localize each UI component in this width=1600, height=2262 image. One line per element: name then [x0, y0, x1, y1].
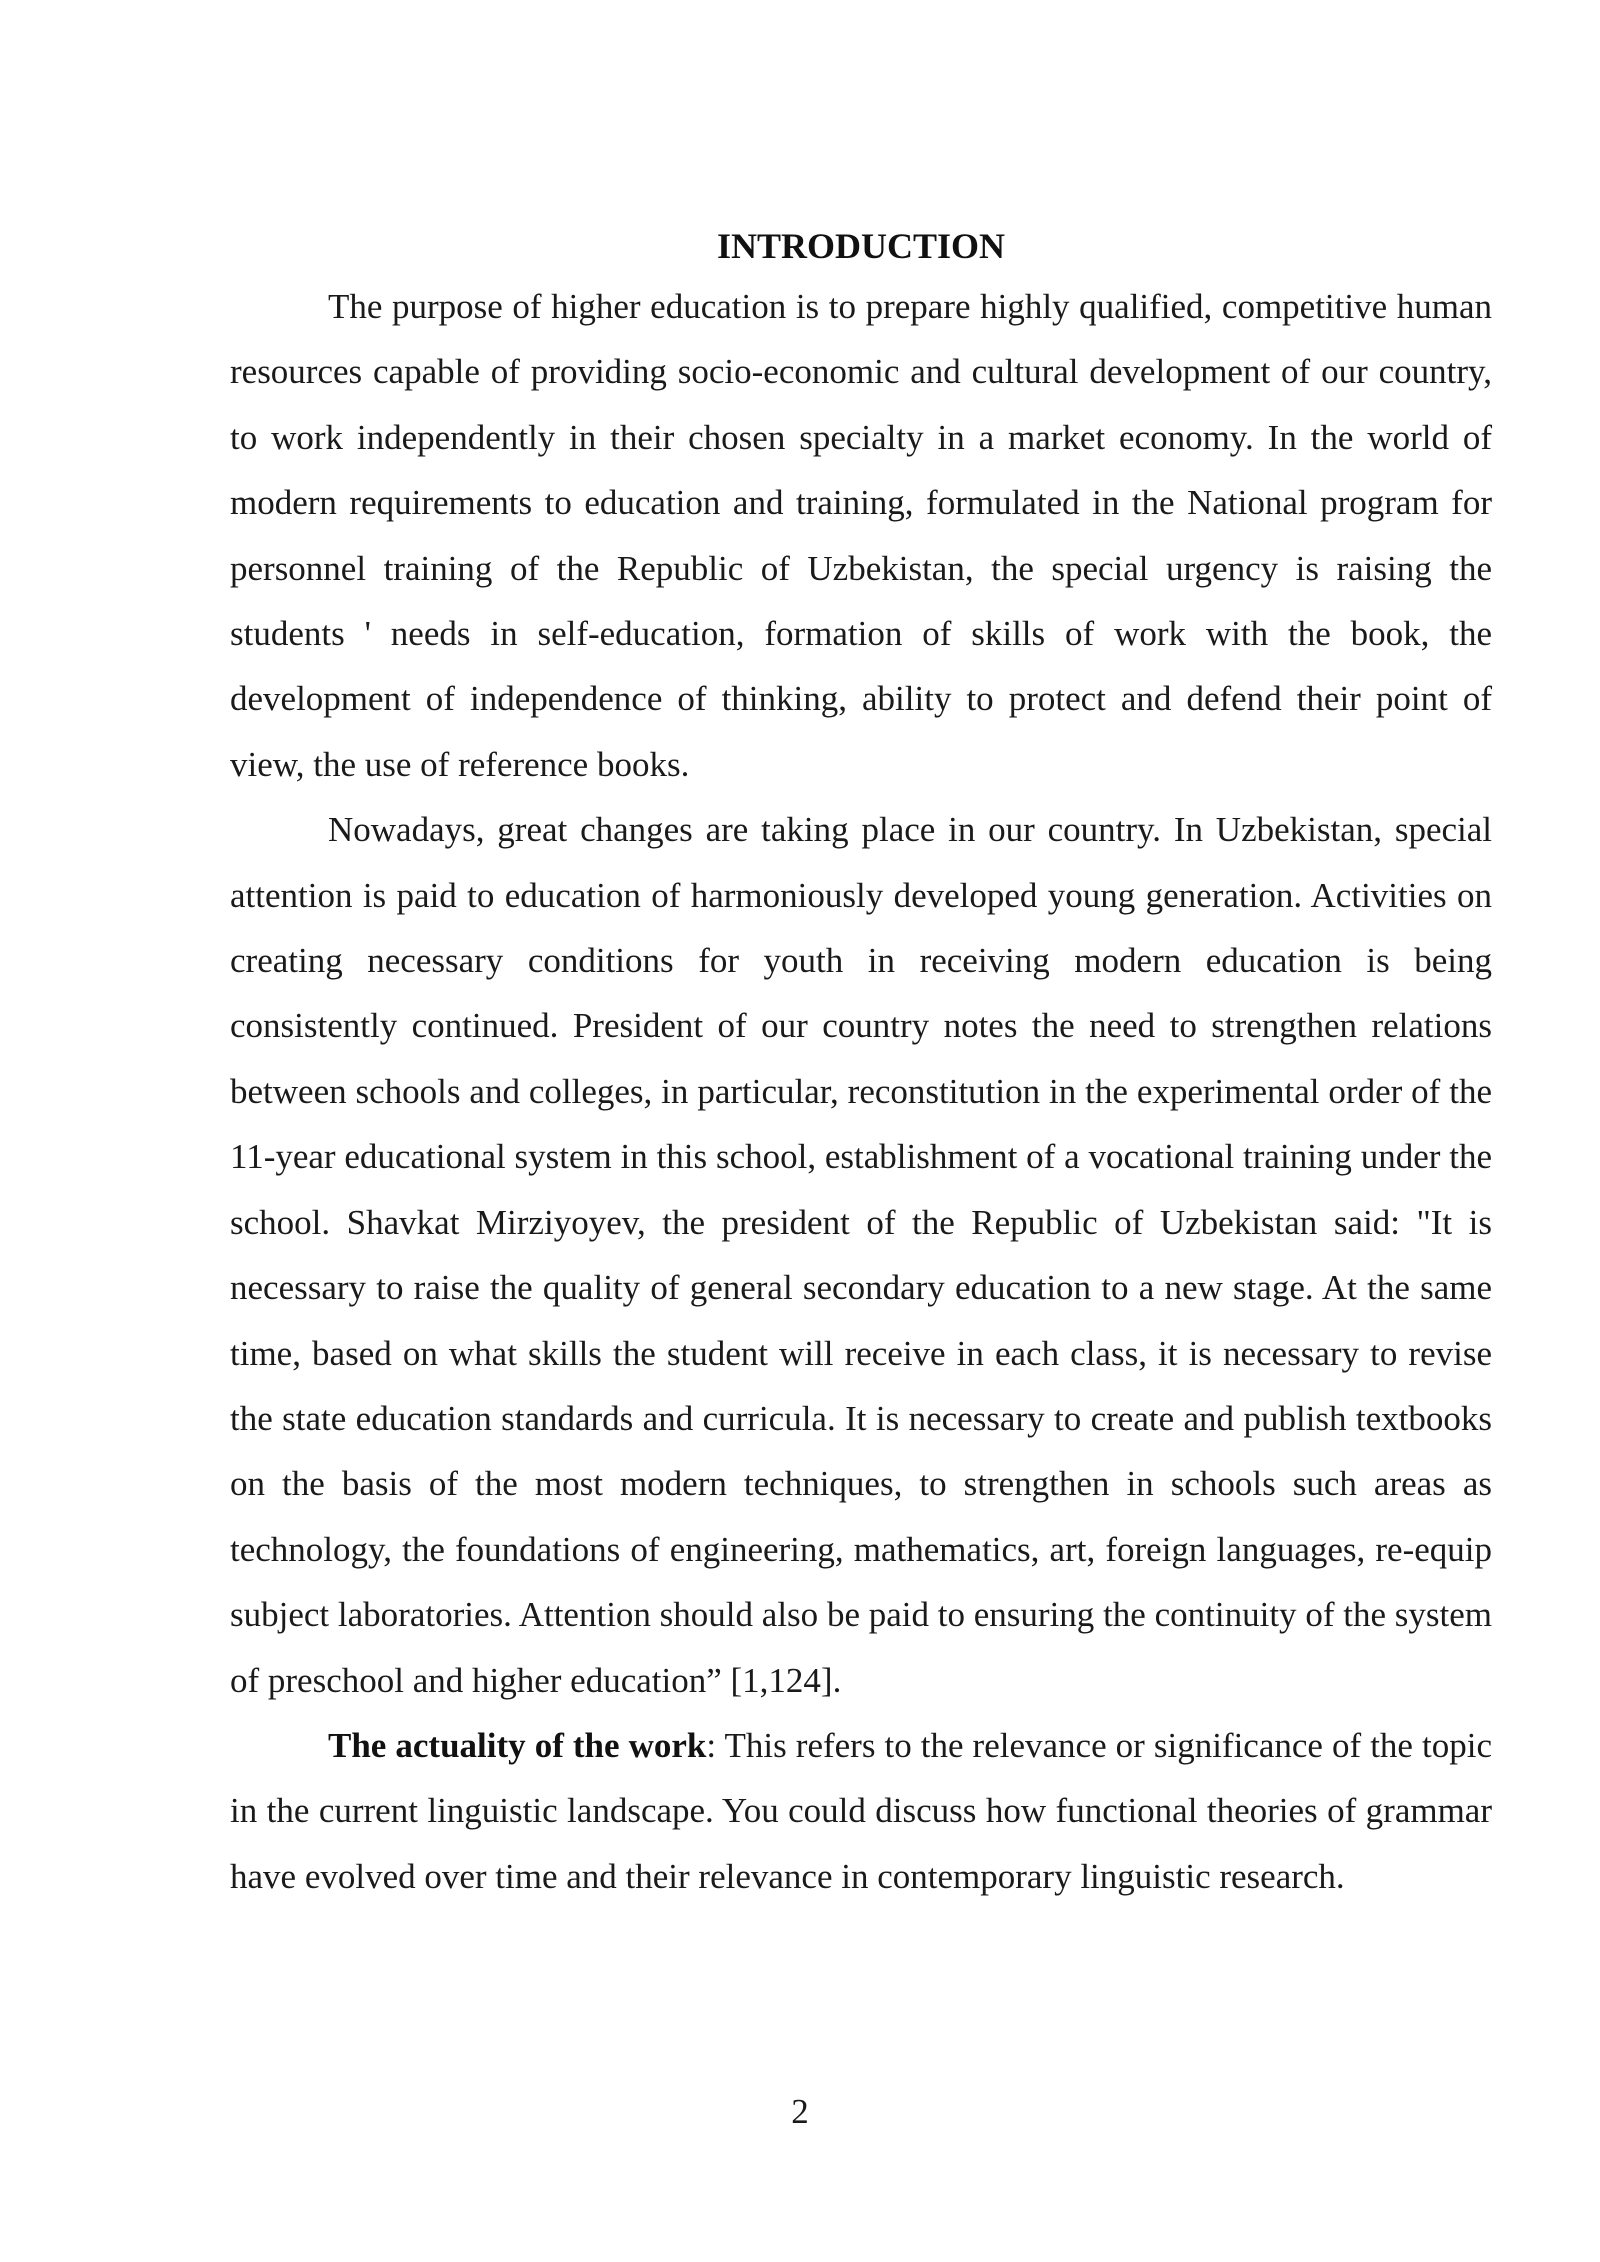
page-content — [230, 218, 1492, 1909]
paragraph-purpose-of-higher-education: The purpose of higher education is to prepare highly qualified, competitive human resources capable of providing socio-economic and cultural development of our country, to work independently in their chosen specialty in a market economy. In the world of modern requirements to education and training, formulated in the National program for personnel training of the Republic of Uzbekistan, the special urgency is raising the students ' needs in self-education, formation of skills of work with the book, the development of independence of thinking, ability to protect and defend their point of view, the use of reference books. — [230, 287, 1492, 784]
actuality-lead-label: The actuality of the work — [328, 1725, 707, 1765]
page-title: INTRODUCTION — [716, 226, 1006, 266]
page-number: 2 — [791, 2092, 809, 2131]
paragraph-changes-in-uzbekistan: Nowadays, great changes are taking place in our country. In Uzbekistan, special attention is paid to education of harmoniously developed young generation. Activities on creating necessary conditions for youth in receiving modern education is being consistently continued. President of our country notes the need to strengthen relations between schools and colleges, in particular, reconstitution in the experimental order of the 11-year educational system in this school, establishment of a vocational training under the school. Shavkat Mirziyoyev, the president of the Republic of Uzbekistan said: "It is necessary to raise the quality of general secondary education to a new stage. At the same time, based on what skills the student will receive in each class, it is necessary to revise the state education standards and curricula. It is necessary to create and publish textbooks on the basis of the most modern techniques, to strengthen in schools such areas as technology, the foundations of engineering, mathematics, art, foreign languages, re-equip subject laboratories. Attention should also be paid to ensuring the continuity of the system of preschool and higher education” [1,124]. — [230, 810, 1492, 1700]
actuality-body-text: : This refers to the relevance or significance of the topic in the current linguistic landscape. You could discuss how functional theories of grammar have evolved over time and their relevance in contemporary linguistic research. — [230, 1725, 1492, 1896]
paragraph-actuality-of-work — [230, 1713, 1492, 1909]
